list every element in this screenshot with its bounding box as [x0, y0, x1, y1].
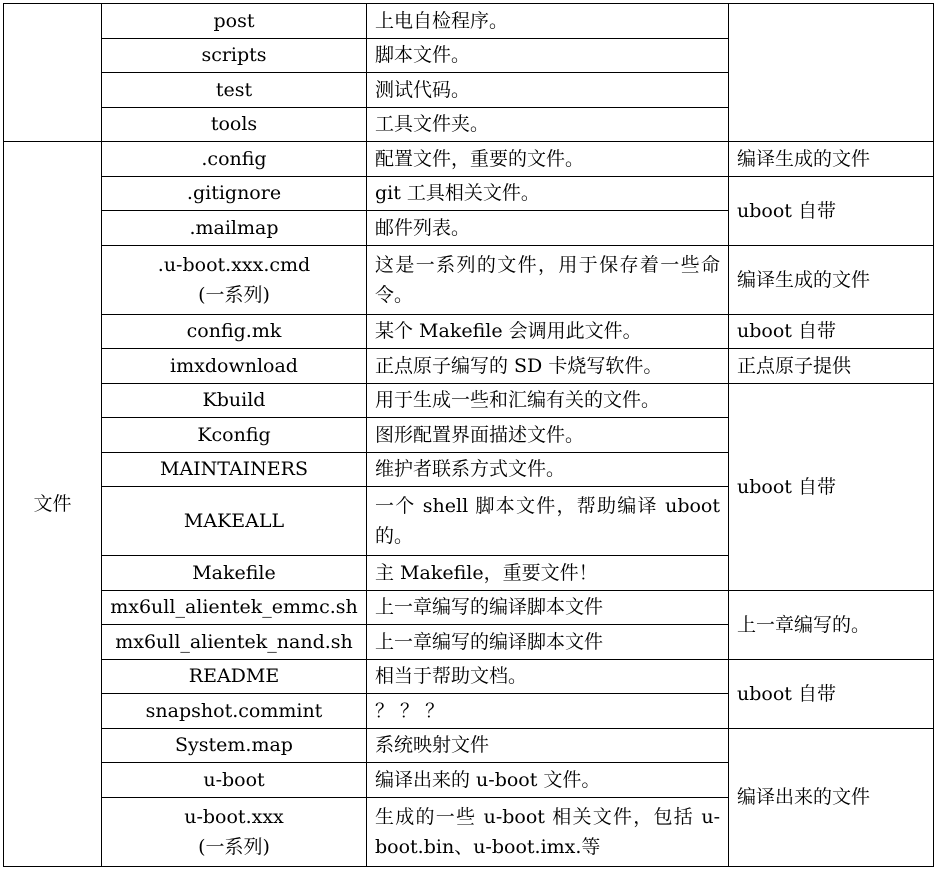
file-name: Kconfig	[102, 418, 367, 453]
file-description: 测试代码。	[367, 73, 729, 108]
file-name: u-boot	[102, 763, 367, 798]
file-note: 正点原子提供	[729, 349, 934, 384]
file-description: 脚本文件。	[367, 38, 729, 73]
table-row	[4, 4, 934, 39]
file-description: 这是一系列的文件，用于保存着一些命令。	[367, 245, 729, 314]
file-name: System.map	[102, 728, 367, 763]
file-description: 编译出来的 u-boot 文件。	[367, 763, 729, 798]
file-note: 编译出来的文件	[729, 728, 934, 866]
file-note: 编译生成的文件	[729, 142, 934, 177]
file-name: README	[102, 659, 367, 694]
file-description: 邮件列表。	[367, 211, 729, 246]
category-label: 文件	[4, 142, 102, 867]
file-description: 正点原子编写的 SD 卡烧写软件。	[367, 349, 729, 384]
file-description: 上一章编写的编译脚本文件	[367, 590, 729, 625]
file-name-cell	[102, 245, 367, 314]
file-note: uboot 自带	[729, 659, 934, 728]
file-note: 编译生成的文件	[729, 245, 934, 314]
file-note: uboot 自带	[729, 383, 934, 590]
file-name: scripts	[102, 38, 367, 73]
file-name-suffix: (一系列)	[198, 283, 270, 306]
file-name: config.mk	[102, 314, 367, 349]
file-name: .u-boot.xxx.cmd	[157, 253, 311, 276]
file-description: 配置文件，重要的文件。	[367, 142, 729, 177]
file-description: 生成的一些 u-boot 相关文件，包括 u-boot.bin、u-boot.imx.等	[367, 797, 729, 866]
table-row	[4, 728, 934, 763]
file-description: 相当于帮助文档。	[367, 659, 729, 694]
file-name: mx6ull_alientek_nand.sh	[102, 625, 367, 660]
table-row	[4, 176, 934, 211]
file-description: 一个 shell 脚本文件，帮助编译 uboot 的。	[367, 487, 729, 556]
file-name: Makefile	[102, 556, 367, 591]
file-name: test	[102, 73, 367, 108]
file-name-cell	[102, 797, 367, 866]
file-description: 某个 Makefile 会调用此文件。	[367, 314, 729, 349]
table-row	[4, 590, 934, 625]
file-name: MAKEALL	[102, 487, 367, 556]
file-name: mx6ull_alientek_emmc.sh	[102, 590, 367, 625]
table-row	[4, 314, 934, 349]
file-description: git 工具相关文件。	[367, 176, 729, 211]
file-description: 主 Makefile，重要文件！	[367, 556, 729, 591]
file-name: post	[102, 4, 367, 39]
table-row	[4, 142, 934, 177]
file-description: 图形配置界面描述文件。	[367, 418, 729, 453]
file-description: 系统映射文件	[367, 728, 729, 763]
file-name: Kbuild	[102, 383, 367, 418]
file-note: 上一章编写的。	[729, 590, 934, 659]
file-description: 用于生成一些和汇编有关的文件。	[367, 383, 729, 418]
file-name: MAINTAINERS	[102, 452, 367, 487]
file-name: imxdownload	[102, 349, 367, 384]
table-row	[4, 245, 934, 314]
file-name: .mailmap	[102, 211, 367, 246]
file-description: 维护者联系方式文件。	[367, 452, 729, 487]
file-name: tools	[102, 107, 367, 142]
file-description: 上电自检程序。	[367, 4, 729, 39]
file-name: snapshot.commint	[102, 694, 367, 729]
table-row	[4, 349, 934, 384]
file-table	[3, 3, 934, 867]
file-name: u-boot.xxx	[184, 805, 284, 828]
file-name: .config	[102, 142, 367, 177]
file-name: .gitignore	[102, 176, 367, 211]
file-note: uboot 自带	[729, 176, 934, 245]
note-cell-empty	[729, 4, 934, 142]
category-cell-empty	[4, 4, 102, 142]
file-description: 上一章编写的编译脚本文件	[367, 625, 729, 660]
file-note: uboot 自带	[729, 314, 934, 349]
file-name-suffix: (一系列)	[198, 835, 270, 858]
file-description: ？ ？ ？	[367, 694, 729, 729]
file-description: 工具文件夹。	[367, 107, 729, 142]
table-row	[4, 659, 934, 694]
table-row	[4, 383, 934, 418]
